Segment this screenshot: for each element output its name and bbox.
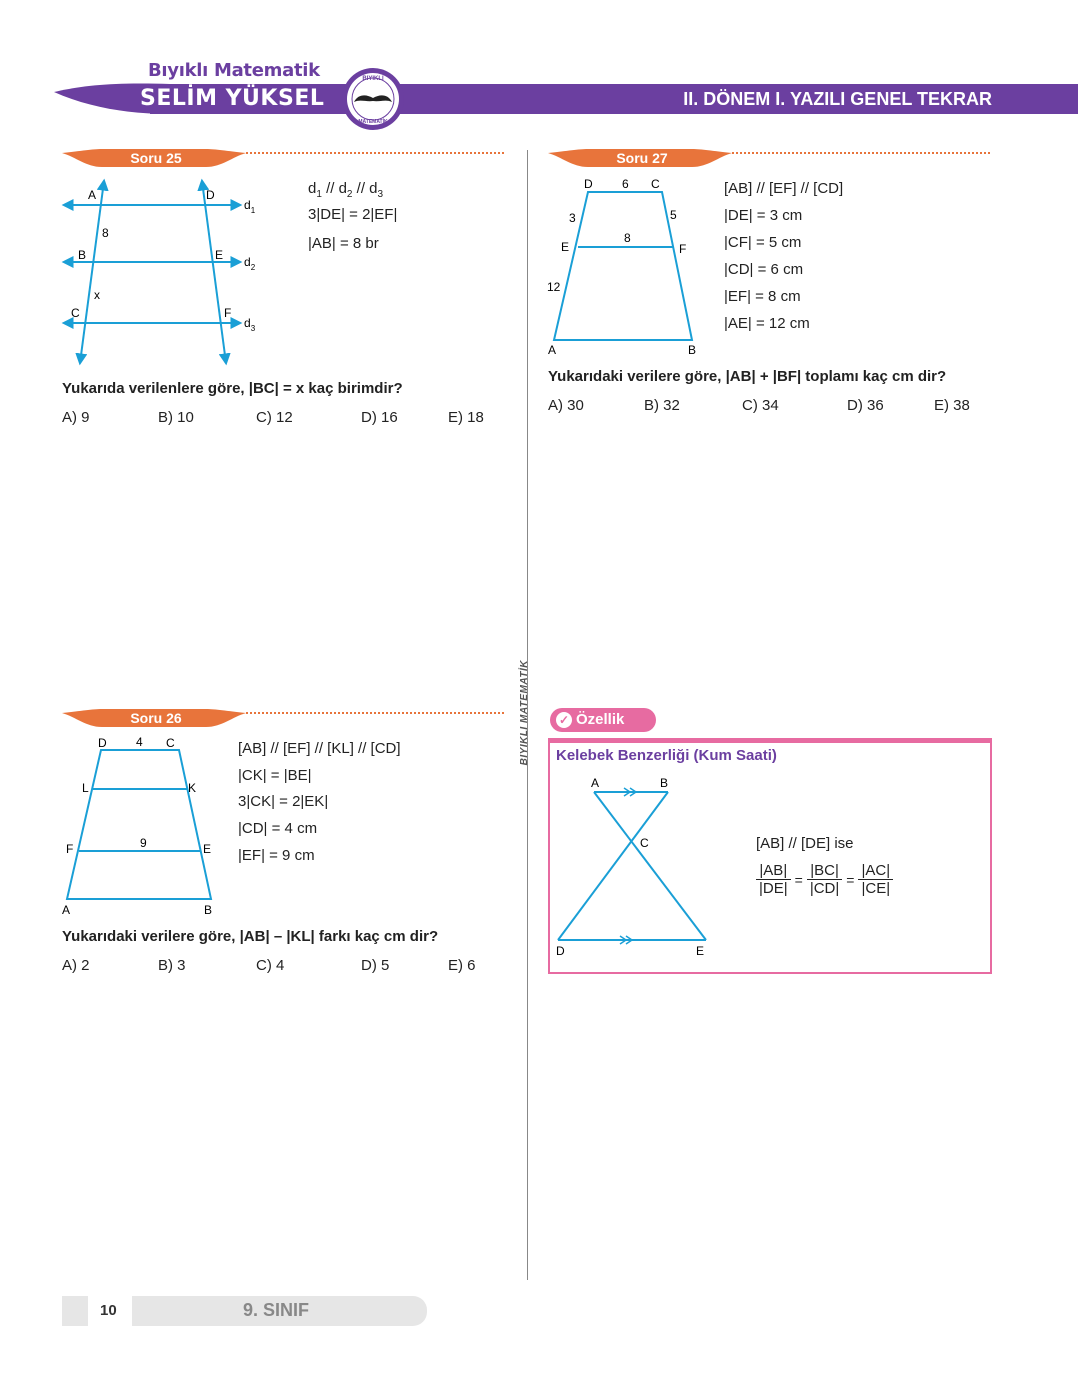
- soru-26-given-2: |CK| = |BE|: [238, 767, 312, 784]
- point-L-label: L: [82, 781, 89, 795]
- soru-25-given-1: $d_1 // d_2 // d_3$: [308, 180, 384, 200]
- grade-label: 9. SINIF: [243, 1300, 310, 1320]
- soru-27-option-b[interactable]: B) 32: [644, 397, 680, 414]
- point-K-label: K: [188, 781, 197, 795]
- point-D-label: D: [98, 736, 107, 750]
- vertical-brand-text: BIYIKLI MATEMATİK: [519, 660, 530, 766]
- ratio-ab-de: |AB| |DE|: [756, 862, 791, 897]
- point-E-label: E: [203, 842, 212, 856]
- soru-27-tag: Soru 27: [616, 150, 668, 166]
- soru-27-given-3: |CF| = 5 cm: [724, 234, 802, 251]
- soru-27-rule: [732, 152, 990, 154]
- soru-26-tag: Soru 26: [130, 710, 182, 726]
- brand-subtitle: Bıyıklı Matematik: [148, 60, 320, 81]
- line-d3-label: $d_3$: [244, 316, 256, 333]
- line-d1-label: $d_1$: [244, 198, 256, 215]
- soru-25-question: Yukarıda verilenlere göre, |BC| = x kaç birimdir?: [62, 380, 403, 397]
- soru-26-question: Yukarıdaki verilere göre, |AB| – |KL| farkı kaç cm dir?: [62, 928, 439, 945]
- soru-26-given-3: 3|CK| = 2|EK|: [238, 793, 329, 810]
- point-D-label: D: [584, 177, 593, 191]
- soru-26-option-b[interactable]: B) 3: [158, 957, 186, 974]
- side-3-label: 3: [569, 211, 576, 225]
- soru-26-option-c[interactable]: C) 4: [256, 957, 285, 974]
- soru-27-question: Yukarıdaki verilere göre, |AB| + |BF| toplamı kaç cm dir?: [548, 368, 947, 385]
- soru-25-option-b[interactable]: B) 10: [158, 409, 194, 426]
- point-F-label: F: [224, 306, 232, 320]
- soru-27-given-5: |EF| = 8 cm: [724, 288, 801, 305]
- page-number: 10: [100, 1302, 117, 1319]
- brand-name: SELİM YÜKSEL: [140, 86, 325, 111]
- length-8-label: 8: [102, 226, 109, 240]
- soru-27-given-1: [AB] // [EF] // [CD]: [724, 180, 844, 197]
- soru-26-option-a[interactable]: A) 2: [62, 957, 90, 974]
- point-F-label: F: [66, 842, 74, 856]
- point-C-label: C: [651, 177, 660, 191]
- soru-27-given-2: |DE| = 3 cm: [724, 207, 803, 224]
- soru-26-given-5: |EF| = 9 cm: [238, 847, 315, 864]
- soru-26-figure: [58, 732, 233, 917]
- point-A-label: A: [62, 903, 71, 917]
- length-x-label: x: [94, 288, 100, 302]
- point-B-label: B: [688, 343, 697, 357]
- soru-26-given-4: |CD| = 4 cm: [238, 820, 318, 837]
- soru-25-given-2: 3|DE| = 2|EF|: [308, 206, 398, 223]
- point-C-label: C: [166, 736, 175, 750]
- point-A-label: A: [548, 343, 557, 357]
- soru-25-option-c[interactable]: C) 12: [256, 409, 293, 426]
- soru-26-option-e[interactable]: E) 6: [448, 957, 476, 974]
- soru-25-given-3: |AB| = 8 br: [308, 235, 379, 252]
- soru-25-option-e[interactable]: E) 18: [448, 409, 484, 426]
- side-8-label: 8: [624, 231, 631, 245]
- footer-marker: [62, 1296, 88, 1326]
- point-B-label: B: [78, 248, 87, 262]
- soru-26-rule: [246, 712, 504, 714]
- logo-bottom-text: MATEMATİK: [358, 119, 388, 125]
- point-E-label: E: [215, 248, 224, 262]
- point-C-label: C: [640, 836, 649, 850]
- side-9-label: 9: [140, 836, 147, 850]
- side-6-label: 6: [622, 177, 629, 191]
- side-12-label: 12: [547, 280, 561, 294]
- point-D-label: D: [556, 944, 565, 958]
- ratio-ac-ce: |AC| |CE|: [858, 862, 893, 897]
- kelebek-figure: [550, 772, 720, 962]
- soru-27-option-d[interactable]: D) 36: [847, 397, 884, 414]
- soru-27-given-6: |AE| = 12 cm: [724, 315, 810, 332]
- soru-25-option-a[interactable]: A) 9: [62, 409, 90, 426]
- point-B-label: B: [204, 903, 213, 917]
- soru-27-option-e[interactable]: E) 38: [934, 397, 970, 414]
- soru-27-option-c[interactable]: C) 34: [742, 397, 779, 414]
- soru-25-figure: [58, 175, 278, 370]
- equals-sign: =: [794, 871, 803, 888]
- point-B-label: B: [660, 776, 669, 790]
- point-A-label: A: [591, 776, 600, 790]
- soru-27-option-a[interactable]: A) 30: [548, 397, 584, 414]
- side-4-label: 4: [136, 735, 143, 749]
- soru-25-tag: Soru 25: [130, 150, 182, 166]
- soru-27-figure: [540, 172, 715, 362]
- ozellik-title: Kelebek Benzerliği (Kum Saati): [556, 747, 777, 764]
- point-A-label: A: [88, 188, 97, 202]
- point-F-label: F: [679, 242, 687, 256]
- soru-25-option-d[interactable]: D) 16: [361, 409, 398, 426]
- soru-26-option-d[interactable]: D) 5: [361, 957, 390, 974]
- soru-25-rule: [246, 152, 504, 154]
- soru-26-given-1: [AB] // [EF] // [KL] // [CD]: [238, 740, 401, 757]
- side-5-label: 5: [670, 208, 677, 222]
- point-C-label: C: [71, 306, 80, 320]
- page-title: II. DÖNEM I. YAZILI GENEL TEKRAR: [683, 89, 992, 109]
- logo-badge: [340, 66, 406, 132]
- logo-top-text: BIYIKLI: [362, 76, 384, 82]
- point-E-label: E: [696, 944, 705, 958]
- equals-sign: =: [846, 871, 855, 888]
- line-d2-label: $d_2$: [244, 255, 256, 272]
- soru-27-given-4: |CD| = 6 cm: [724, 261, 804, 278]
- ozellik-condition: [AB] // [DE] ise: [756, 835, 854, 852]
- point-D-label: D: [206, 188, 215, 202]
- point-E-label: E: [561, 240, 570, 254]
- ratio-bc-cd: |BC| |CD|: [807, 862, 842, 897]
- ratio-equation: [756, 862, 893, 897]
- ozellik-badge: ✓ Özellik: [550, 708, 656, 732]
- check-circle-icon: ✓: [556, 712, 572, 728]
